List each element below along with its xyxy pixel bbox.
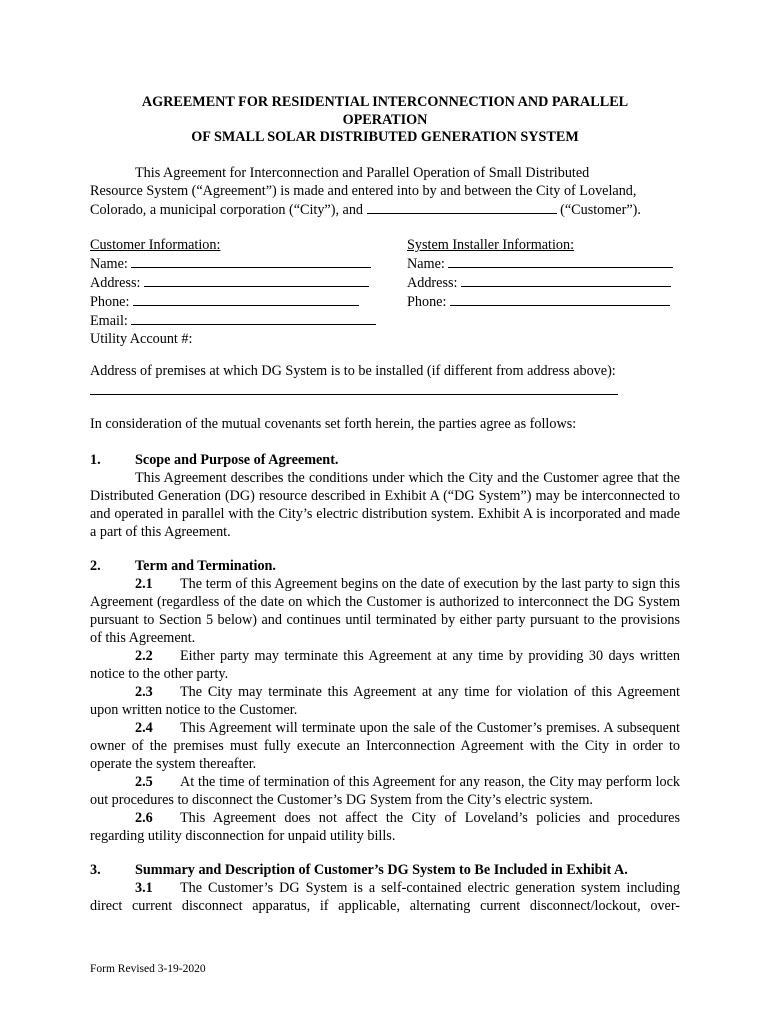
clause-3-1 [90, 879, 680, 915]
premises-address-field[interactable] [90, 380, 618, 395]
customer-info-heading: Customer Information: [90, 237, 221, 253]
customer-name-blank[interactable] [367, 200, 557, 214]
installer-info-heading: System Installer Information: [407, 237, 575, 253]
customer-name-field[interactable] [131, 254, 371, 268]
installer-name-row [407, 254, 673, 273]
clause-2-3 [90, 683, 680, 719]
section-number: 1. [90, 452, 101, 468]
section-2 [90, 557, 680, 845]
section-heading: Term and Termination. [135, 558, 276, 574]
clause-2-2 [90, 647, 680, 683]
section-1-body: This Agreement describes the conditions under which the City and the Customer agree that the Distributed Generation (DG) resource described in Exhibit A (“DG System”) may be interconnected to and operated in parallel with the City’s electric distribution system. Exhibit A is incorporated and made a part of this Agreement. [90, 470, 680, 540]
section-3-heading [90, 861, 680, 879]
clause-text: This Agreement does not affect the City of Loveland’s policies and procedures regarding utility disconnection for unpaid utility bills. [90, 810, 680, 844]
customer-address-field[interactable] [144, 273, 369, 287]
utility-account-row [90, 330, 376, 348]
section-1 [90, 451, 680, 541]
clause-2-4 [90, 719, 680, 773]
clause-text: Either party may terminate this Agreement at any time by providing 30 days written notice to the other party. [90, 648, 680, 682]
field-label: Phone: [407, 294, 447, 310]
clause-2-1 [90, 575, 680, 647]
field-label: Address: [407, 275, 458, 291]
section-2-heading [90, 557, 680, 575]
title-line-3: OF SMALL SOLAR DISTRIBUTED GENERATION SYSTEM [191, 129, 579, 145]
field-label: Name: [90, 256, 128, 272]
clause-number: 2.2 [135, 648, 153, 664]
clause-text: The City may terminate this Agreement at any time for violation of this Agreement upon written notice to the Customer. [90, 684, 680, 718]
premises-address [90, 362, 680, 395]
clause-2-5 [90, 773, 680, 809]
clause-number: 2.4 [135, 720, 153, 736]
clause-text: The term of this Agreement begins on the date of execution by the last party to sign this Agreement (regardless of the date on which the Customer is authorized to interconnect the DG System pursuant to Section 5 below) and continues until terminated by either party pursuant to the provisions of this Agreement. [90, 576, 680, 646]
intro-line [90, 200, 680, 219]
document-title [90, 94, 680, 147]
title-line-1: AGREEMENT FOR RESIDENTIAL INTERCONNECTION AND PARALLEL [141, 94, 629, 110]
field-label: Address: [90, 275, 141, 291]
clause-number: 2.3 [135, 684, 153, 700]
intro-text: Colorado, a municipal corporation (“City”), and [90, 202, 364, 218]
intro-line: Resource System (“Agreement”) is made and entered into by and between the City of Loveland, [90, 183, 637, 199]
intro-text: (“Customer”). [560, 202, 641, 218]
section-number: 2. [90, 558, 101, 574]
customer-phone-field[interactable] [133, 292, 359, 306]
clause-number: 2.5 [135, 774, 153, 790]
installer-address-field[interactable] [461, 273, 671, 287]
clause-number: 2.1 [135, 576, 153, 592]
field-label: Phone: [90, 294, 130, 310]
customer-phone-row [90, 292, 376, 311]
clause-number: 2.6 [135, 810, 153, 826]
premises-label: Address of premises at which DG System is to be installed (if different from address above): [90, 363, 616, 379]
clause-text: The Customer’s DG System is a self-contained electric generation system including direct current disconnect apparatus, if applicable, alternating current disconnect/lockout, over- [90, 880, 680, 914]
field-label: Utility Account #: [90, 331, 193, 347]
intro-paragraph [90, 164, 680, 219]
installer-phone-field[interactable] [450, 292, 670, 306]
installer-info-block [407, 236, 673, 311]
section-heading: Summary and Description of Customer’s DG System to Be Included in Exhibit A. [135, 862, 628, 878]
section-1-heading [90, 451, 680, 469]
intro-line: This Agreement for Interconnection and Parallel Operation of Small Distributed [135, 165, 590, 181]
title-line-2: OPERATION [342, 111, 428, 128]
installer-name-field[interactable] [448, 254, 673, 268]
customer-address-row [90, 273, 376, 292]
form-revision-footer: Form Revised 3-19-2020 [90, 963, 206, 975]
clause-number: 3.1 [135, 880, 153, 896]
clause-text: This Agreement will terminate upon the sale of the Customer’s premises. A subsequent owner of the premises must fully execute an Interconnection Agreement with the City in order to operate the system thereafter. [90, 720, 680, 772]
field-label: Name: [407, 256, 445, 272]
field-label: Email: [90, 313, 128, 329]
clause-2-6 [90, 809, 680, 845]
customer-email-field[interactable] [131, 311, 376, 325]
section-3 [90, 861, 680, 915]
section-number: 3. [90, 862, 101, 878]
clause-text: At the time of termination of this Agreement for any reason, the City may perform lock out procedures to disconnect the Customer’s DG System from the City’s electric system. [90, 774, 680, 808]
section-heading: Scope and Purpose of Agreement. [135, 452, 339, 468]
installer-phone-row [407, 292, 673, 311]
consideration-paragraph: In consideration of the mutual covenants set forth herein, the parties agree as follows: [90, 416, 577, 432]
installer-address-row [407, 273, 673, 292]
customer-info-block [90, 236, 376, 348]
customer-name-row [90, 254, 376, 273]
customer-email-row [90, 311, 376, 330]
